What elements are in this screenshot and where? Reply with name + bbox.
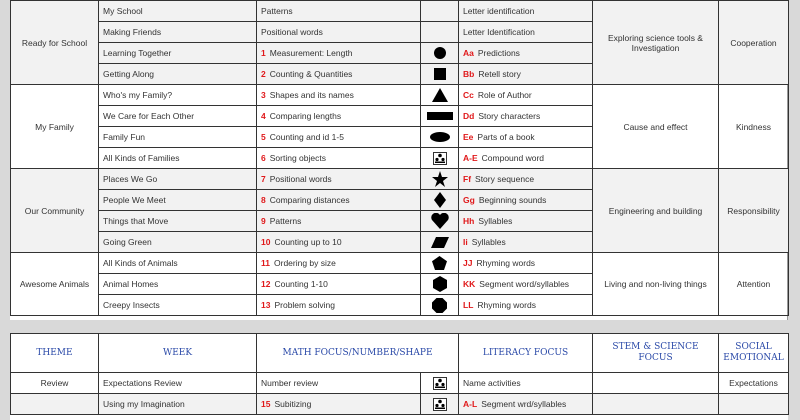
table-row [11,253,789,274]
literacy-topic: Syllables [478,216,513,226]
table-row [11,85,789,106]
curriculum-table-1 [10,0,789,316]
math-focus [257,253,421,274]
week-name: All Kinds of Families [99,148,257,169]
week-name: My School [99,1,257,22]
literacy-focus [459,64,593,85]
literacy-topic: Retell story [478,69,521,79]
math-number: 5 [261,132,266,142]
header-theme: THEME [11,334,99,373]
literacy-focus [459,274,593,295]
math-focus [257,85,421,106]
week-name: Family Fun [99,127,257,148]
square-icon [421,64,459,85]
diamond-icon [421,190,459,211]
math-focus [257,106,421,127]
literacy-letter: Cc [463,90,474,100]
oval-icon [421,127,459,148]
review-icon-icon [421,148,459,169]
week-name: Animal Homes [99,274,257,295]
week-name: Things that Move [99,211,257,232]
math-number: 15 [261,399,271,409]
math-topic: Counting up to 10 [274,237,342,247]
table-row [11,373,789,394]
table-row [11,1,789,22]
math-number: 11 [261,258,270,268]
week-name: Getting Along [99,64,257,85]
header-social-emotional: SOCIAL EMOTIONAL [719,334,789,373]
math-topic: Patterns [269,216,302,226]
week-name: Going Green [99,232,257,253]
table-header-row [11,334,789,373]
header-week: WEEK [99,334,257,373]
literacy-letter: KK [463,279,476,289]
heart-icon [421,211,459,232]
math-topic: Shapes and its names [269,90,354,100]
social-emotional: Cooperation [719,1,789,85]
math-focus [257,127,421,148]
literacy-letter: Ff [463,174,472,184]
curriculum-sheet-1 [10,0,788,320]
stem-focus: Cause and effect [593,85,719,169]
unit-theme: Ready for School [11,1,99,85]
octagon-icon [421,295,459,316]
math-number: 4 [261,111,266,121]
literacy-focus [459,85,593,106]
math-topic: Positional words [261,27,323,37]
curriculum-sheet-2 [10,333,788,420]
math-topic: Sorting objects [269,153,326,163]
literacy-focus [459,148,593,169]
literacy-topic: Compound word [481,153,545,163]
math-focus [257,43,421,64]
literacy-focus [459,394,593,415]
rectangle-icon [421,106,459,127]
social-emotional: Expectations [719,373,789,394]
literacy-topic: Segment word/syllables [479,279,570,289]
math-number: 2 [261,69,266,79]
math-topic: Number review [261,378,319,388]
week-name: Creepy Insects [99,295,257,316]
stem-focus [593,373,719,394]
literacy-topic: Role of Author [477,90,532,100]
literacy-letter: Bb [463,69,475,79]
literacy-focus [459,211,593,232]
week-name: We Care for Each Other [99,106,257,127]
literacy-letter: A-E [463,153,478,163]
math-number: 9 [261,216,266,226]
social-emotional [719,394,789,415]
math-number: 10 [261,237,271,247]
math-focus [257,22,421,43]
math-topic: Ordering by size [274,258,336,268]
unit-theme [11,394,99,415]
week-name: Who's my Family? [99,85,257,106]
week-name: Making Friends [99,22,257,43]
math-topic: Problem solving [274,300,335,310]
literacy-topic: Letter identification [463,6,535,16]
math-topic: Patterns [261,6,293,16]
math-topic: Measurement: Length [269,48,353,58]
literacy-topic: Story sequence [475,174,535,184]
literacy-topic: Predictions [477,48,520,58]
literacy-topic: Letter Identification [463,27,535,37]
social-emotional: Kindness [719,85,789,169]
week-name: People We Meet [99,190,257,211]
unit-theme: My Family [11,85,99,169]
stem-focus: Living and non-living things [593,253,719,316]
shape-cell [421,1,459,22]
literacy-letter: JJ [463,258,473,268]
literacy-letter: Dd [463,111,475,121]
header-stem-focus: STEM & SCIENCE FOCUS [593,334,719,373]
week-name: Expectations Review [99,373,257,394]
math-number: 7 [261,174,266,184]
table-row [11,169,789,190]
literacy-letter: Aa [463,48,474,58]
literacy-letter: Ii [463,237,468,247]
literacy-focus [459,1,593,22]
literacy-focus [459,106,593,127]
math-number: 6 [261,153,266,163]
literacy-focus [459,295,593,316]
math-focus [257,190,421,211]
literacy-letter: Ee [463,132,474,142]
unit-theme: Our Community [11,169,99,253]
literacy-letter: Hh [463,216,475,226]
literacy-topic: Rhyming words [477,300,536,310]
math-topic: Counting & Quantities [269,69,353,79]
stem-focus: Engineering and building [593,169,719,253]
circle-icon [421,43,459,64]
math-focus [257,169,421,190]
social-emotional: Attention [719,253,789,316]
math-focus [257,232,421,253]
week-name: All Kinds of Animals [99,253,257,274]
math-focus [257,148,421,169]
stem-focus [593,394,719,415]
unit-theme: Awesome Animals [11,253,99,316]
review-icon-icon [421,373,459,394]
math-topic: Subitizing [274,399,312,409]
week-name: Places We Go [99,169,257,190]
literacy-topic: Beginning sounds [478,195,547,205]
triangle-icon [421,85,459,106]
header-math-focus: MATH FOCUS/NUMBER/SHAPE [257,334,459,373]
literacy-focus [459,253,593,274]
math-topic: Counting and id 1-5 [269,132,344,142]
literacy-focus [459,190,593,211]
literacy-focus [459,43,593,64]
math-topic: Counting 1-10 [274,279,328,289]
literacy-topic: Parts of a book [477,132,535,142]
literacy-focus [459,232,593,253]
social-emotional: Responsibility [719,169,789,253]
math-topic: Comparing lengths [269,111,342,121]
math-focus [257,274,421,295]
math-focus [257,295,421,316]
curriculum-table-2 [10,333,789,415]
week-name: Learning Together [99,43,257,64]
literacy-focus [459,169,593,190]
literacy-topic: Segment wrd/syllables [481,399,567,409]
literacy-focus [459,22,593,43]
shape-cell [421,22,459,43]
literacy-letter: LL [463,300,474,310]
literacy-letter: Gg [463,195,475,205]
literacy-topic: Story characters [478,111,541,121]
math-number: 8 [261,195,266,205]
math-number: 13 [261,300,271,310]
unit-theme: Review [11,373,99,394]
math-focus [257,1,421,22]
math-number: 3 [261,90,266,100]
math-focus [257,64,421,85]
math-topic: Comparing distances [269,195,350,205]
parallelogram-icon [421,232,459,253]
hexagon-icon [421,274,459,295]
math-number: 12 [261,279,271,289]
literacy-letter: A-L [463,399,478,409]
literacy-topic: Name activities [463,378,521,388]
literacy-focus [459,373,593,394]
week-name: Using my Imagination [99,394,257,415]
table-row [11,394,789,415]
math-topic: Positional words [269,174,332,184]
review-icon-icon [421,394,459,415]
pentagon-icon [421,253,459,274]
math-focus [257,394,421,415]
literacy-focus [459,127,593,148]
math-focus [257,373,421,394]
header-literacy-focus: LITERACY FOCUS [459,334,593,373]
literacy-topic: Syllables [471,237,506,247]
math-number: 1 [261,48,266,58]
math-focus [257,211,421,232]
stem-focus: Exploring science tools & Investigation [593,1,719,85]
literacy-topic: Rhyming words [476,258,536,268]
star-icon [421,169,459,190]
